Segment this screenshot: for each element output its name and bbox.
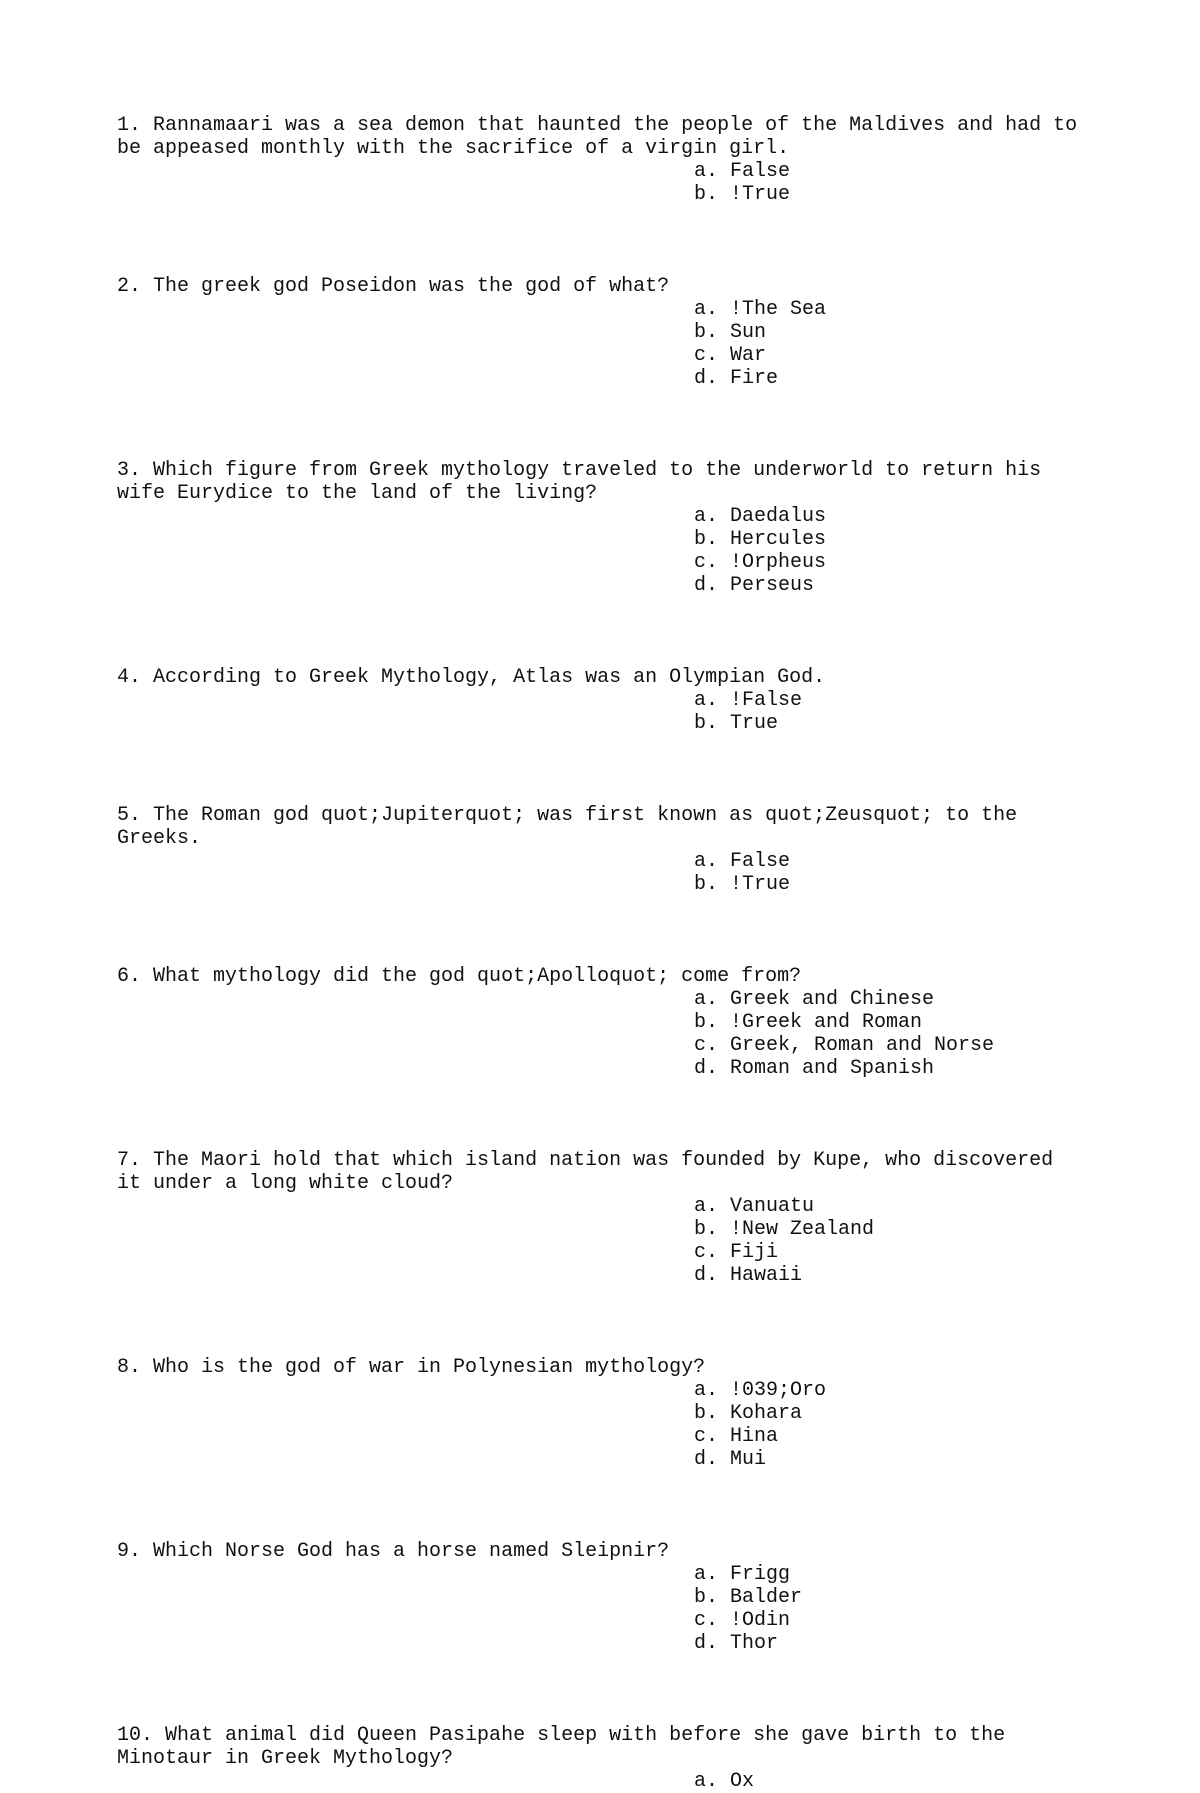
- answer-option: a. !039;Oro: [694, 1379, 827, 1402]
- answer-options: [117, 988, 1117, 1080]
- question-7: [117, 1149, 1117, 1287]
- answer-options: [117, 298, 1117, 390]
- question-text: 1. Rannamaari was a sea demon that haunted the people of the Maldives and had to be appeased monthly with the sacrifice of a virgin girl.: [117, 114, 1078, 160]
- answer-option: b. !New Zealand: [694, 1218, 875, 1241]
- answer-option: a. !The Sea: [694, 298, 827, 321]
- answer-option: a. False: [694, 160, 791, 183]
- answer-option: a. !False: [694, 689, 803, 712]
- question-text: 7. The Maori hold that which island nation was founded by Kupe, who discovered it under a long white cloud?: [117, 1149, 1054, 1195]
- question-5: [117, 804, 1117, 896]
- answer-option: c. War: [694, 344, 767, 367]
- question-text: 9. Which Norse God has a horse named Sleipnir?: [117, 1540, 670, 1563]
- question-text: 10. What animal did Queen Pasipahe sleep with before she gave birth to the Minotaur in Greek Mythology?: [117, 1724, 1006, 1770]
- question-text: 8. Who is the god of war in Polynesian mythology?: [117, 1356, 706, 1379]
- question-1: [117, 114, 1117, 206]
- answer-option: b. Hercules: [694, 528, 827, 551]
- answer-option: b. !True: [694, 183, 791, 206]
- quiz-document: [117, 114, 1117, 1793]
- question-6: [117, 965, 1117, 1080]
- answer-options: [117, 1770, 1117, 1793]
- answer-option: c. !Orpheus: [694, 551, 827, 574]
- answer-option: c. !Odin: [694, 1609, 791, 1632]
- answer-option: b. !True: [694, 873, 791, 896]
- question-2: [117, 275, 1117, 390]
- answer-option: a. Daedalus: [694, 505, 827, 528]
- question-text: 3. Which figure from Greek mythology traveled to the underworld to return his wife Eurydice to the land of the living?: [117, 459, 1042, 505]
- question-4: [117, 666, 1117, 735]
- answer-option: d. Thor: [694, 1632, 779, 1655]
- answer-option: a. False: [694, 850, 791, 873]
- question-text: 4. According to Greek Mythology, Atlas was an Olympian God.: [117, 666, 826, 689]
- answer-option: a. Greek and Chinese: [694, 988, 935, 1011]
- answer-option: b. True: [694, 712, 779, 735]
- question-3: [117, 459, 1117, 597]
- answer-options: [117, 1563, 1117, 1655]
- answer-options: [117, 1195, 1117, 1287]
- answer-options: [117, 505, 1117, 597]
- answer-option: a. Ox: [694, 1770, 755, 1793]
- answer-option: c. Hina: [694, 1425, 779, 1448]
- answer-option: d. Mui: [694, 1448, 767, 1471]
- answer-options: [117, 160, 1117, 206]
- question-text: 2. The greek god Poseidon was the god of what?: [117, 275, 670, 298]
- answer-option: b. Kohara: [694, 1402, 803, 1425]
- answer-option: b. Sun: [694, 321, 767, 344]
- answer-option: a. Vanuatu: [694, 1195, 815, 1218]
- answer-options: [117, 850, 1117, 896]
- answer-options: [117, 1379, 1117, 1471]
- answer-option: d. Perseus: [694, 574, 815, 597]
- answer-option: d. Fire: [694, 367, 779, 390]
- question-text: 6. What mythology did the god quot;Apolloquot; come from?: [117, 965, 802, 988]
- answer-option: b. Balder: [694, 1586, 803, 1609]
- answer-option: c. Greek, Roman and Norse: [694, 1034, 995, 1057]
- answer-option: a. Frigg: [694, 1563, 791, 1586]
- answer-option: d. Hawaii: [694, 1264, 803, 1287]
- answer-option: b. !Greek and Roman: [694, 1011, 923, 1034]
- answer-option: c. Fiji: [694, 1241, 779, 1264]
- question-8: [117, 1356, 1117, 1471]
- answer-option: d. Roman and Spanish: [694, 1057, 935, 1080]
- question-9: [117, 1540, 1117, 1655]
- question-10: [117, 1724, 1117, 1793]
- answer-options: [117, 689, 1117, 735]
- question-text: 5. The Roman god quot;Jupiterquot; was first known as quot;Zeusquot; to the Greeks.: [117, 804, 1018, 850]
